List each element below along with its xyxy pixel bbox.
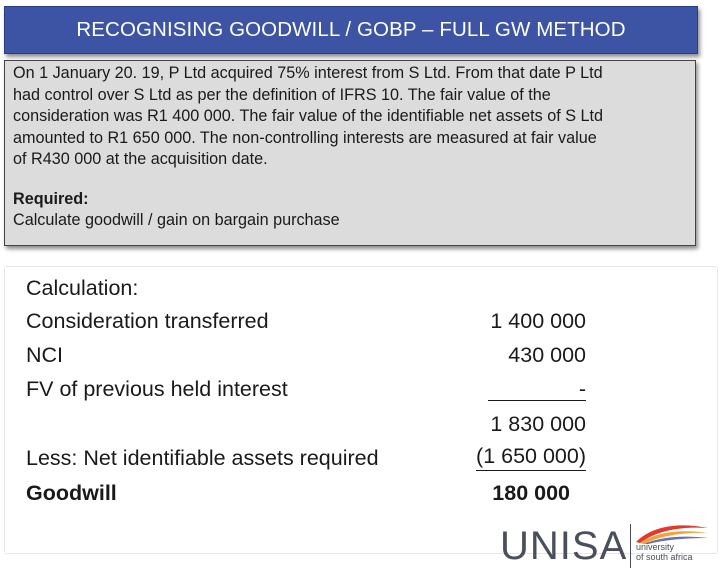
problem-line: On 1 January 20. 19, P Ltd acquired 75% interest from S Ltd. From that date P Ltd bbox=[13, 64, 603, 82]
calculation-heading: Calculation: bbox=[26, 276, 139, 300]
problem-statement bbox=[13, 63, 687, 171]
logo-line-2: of south africa bbox=[636, 551, 693, 562]
consideration-value: 1 400 000 bbox=[490, 309, 586, 333]
problem-statement-box bbox=[4, 60, 696, 246]
subtotal-value: 1 830 000 bbox=[490, 412, 586, 436]
required-heading: Required: bbox=[13, 189, 89, 208]
nci-row bbox=[26, 340, 586, 370]
nci-value: 430 000 bbox=[508, 343, 586, 367]
goodwill-row bbox=[26, 478, 586, 508]
problem-line: amounted to R1 650 000. The non-controlling interests are measured at fair value bbox=[13, 128, 597, 147]
less-net-assets-label: Less: Net identifiable assets required bbox=[26, 446, 379, 470]
unisa-logo bbox=[500, 522, 710, 572]
goodwill-label: Goodwill bbox=[26, 481, 117, 505]
slide-title: RECOGNISING GOODWILL / GOBP – FULL GW METHOD bbox=[4, 6, 698, 54]
required-text: Calculate goodwill / gain on bargain purchase bbox=[13, 211, 340, 229]
logo-divider bbox=[630, 524, 631, 568]
logo-tagline bbox=[636, 543, 693, 562]
less-net-assets-row bbox=[26, 443, 586, 473]
nci-label: NCI bbox=[26, 343, 64, 367]
problem-line: had control over S Ltd as per the definition of IFRS 10. The fair value of the bbox=[13, 85, 551, 104]
required-section bbox=[13, 189, 687, 232]
calc-heading-row bbox=[26, 273, 586, 303]
problem-line: of R430 000 at the acquisition date. bbox=[13, 150, 268, 168]
less-net-assets-value: (1 650 000) bbox=[476, 443, 586, 471]
logo-line-1: university bbox=[636, 542, 675, 552]
fv-previous-value bbox=[488, 374, 586, 404]
fv-previous-row bbox=[26, 374, 586, 404]
logo-swoosh-icon bbox=[634, 522, 710, 544]
consideration-label: Consideration transferred bbox=[26, 309, 269, 333]
problem-line: consideration was R1 400 000. The fair value of the identifiable net assets of S Ltd bbox=[13, 107, 604, 125]
fv-previous-label: FV of previous held interest bbox=[26, 377, 288, 401]
goodwill-value: 180 000 bbox=[492, 481, 570, 505]
subtotal-row bbox=[26, 409, 586, 439]
consideration-row bbox=[26, 306, 586, 336]
logo-wordmark: UNISA bbox=[500, 524, 628, 568]
fv-previous-dash: - bbox=[488, 378, 586, 401]
